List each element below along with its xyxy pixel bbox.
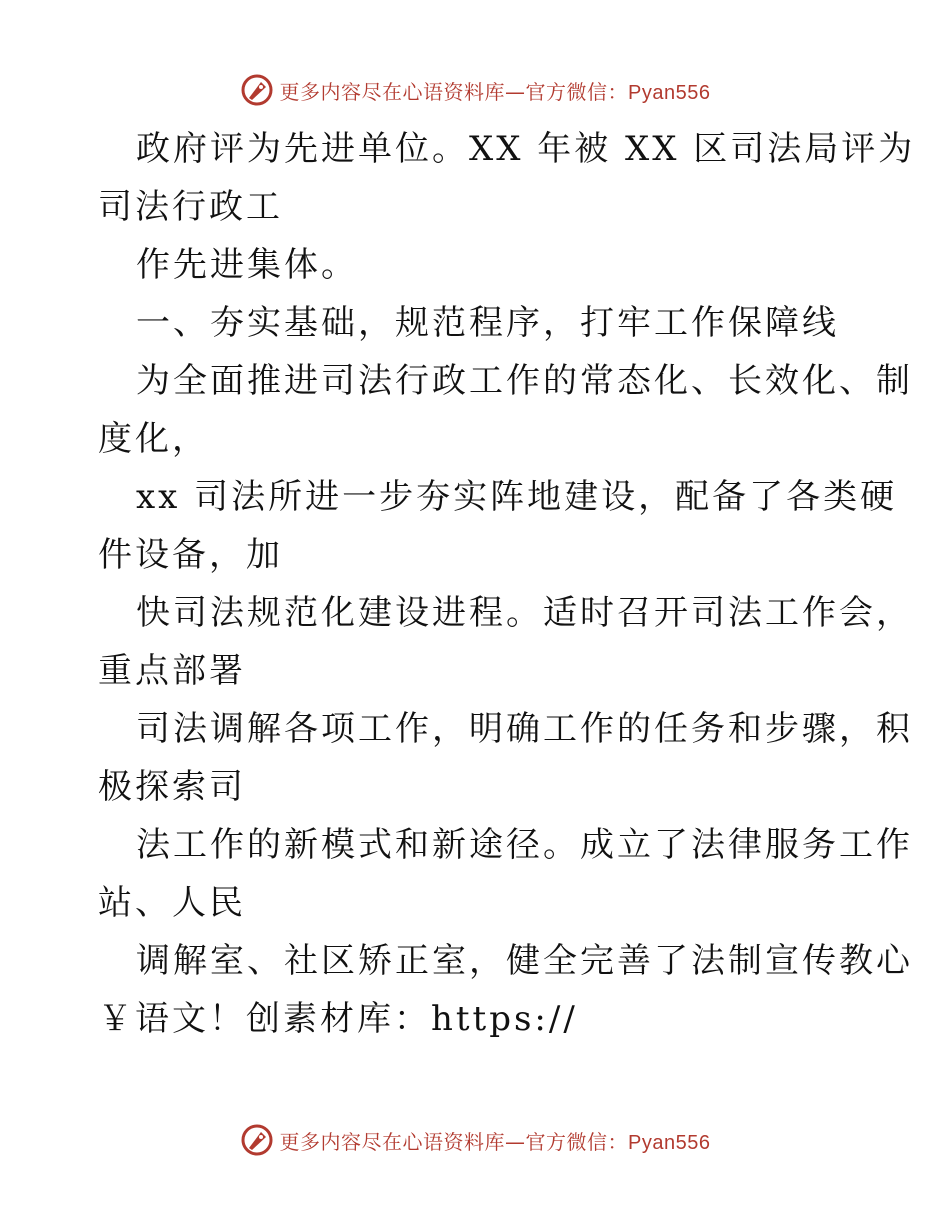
header-banner-wechat-id: Pyan556 (628, 81, 711, 104)
body-line: xx 司法所进一步夯实阵地建设，配备了各类硬 (136, 477, 898, 517)
header-banner-wechat-label: 官方微信： (525, 79, 629, 104)
body-line: 站、人民 (98, 883, 246, 923)
section-heading: 一、夯实基础，规范程序，打牢工作保障线 (136, 303, 839, 343)
footer-banner (0, 1120, 950, 1160)
footer-banner-wechat-id: Pyan556 (628, 1131, 711, 1154)
body-line: 重点部署 (98, 651, 246, 691)
pen-nib-logo-icon (240, 73, 274, 107)
body-line: 调解室、社区矫正室，健全完善了法制宣传教心 (136, 941, 913, 981)
body-line: 法工作的新模式和新途径。成立了法律服务工作 (136, 825, 913, 865)
body-line: 政府评为先进单位。XX 年被 XX 区司法局评为 (136, 129, 916, 169)
body-line: 为全面推进司法行政工作的常态化、长效化、制 (136, 361, 913, 401)
body-line: 司法行政工 (98, 187, 283, 227)
header-banner (0, 70, 950, 110)
body-line: 件设备，加 (98, 535, 283, 575)
body-line: 度化， (98, 419, 209, 459)
body-line: 作先进集体。 (136, 245, 358, 285)
footer-banner-wechat-label: 官方微信： (525, 1129, 629, 1154)
header-banner-text (280, 76, 711, 105)
body-line: ￥语文！创素材库：https:// (98, 999, 578, 1039)
header-banner-slogan: 更多内容尽在心语资料库 (279, 79, 506, 104)
header-banner-dash: — (505, 79, 526, 104)
body-line: 极探索司 (98, 767, 246, 807)
footer-banner-slogan: 更多内容尽在心语资料库 (279, 1129, 506, 1154)
pen-nib-logo-icon (240, 1123, 274, 1157)
header-banner-content (240, 73, 711, 107)
document-body (98, 120, 916, 1048)
body-line: 快司法规范化建设进程。适时召开司法工作会， (136, 593, 913, 633)
footer-banner-content (240, 1123, 711, 1157)
body-line: 司法调解各项工作，明确工作的任务和步骤，积 (136, 709, 913, 749)
footer-banner-dash: — (505, 1129, 526, 1154)
footer-banner-text (280, 1126, 711, 1155)
